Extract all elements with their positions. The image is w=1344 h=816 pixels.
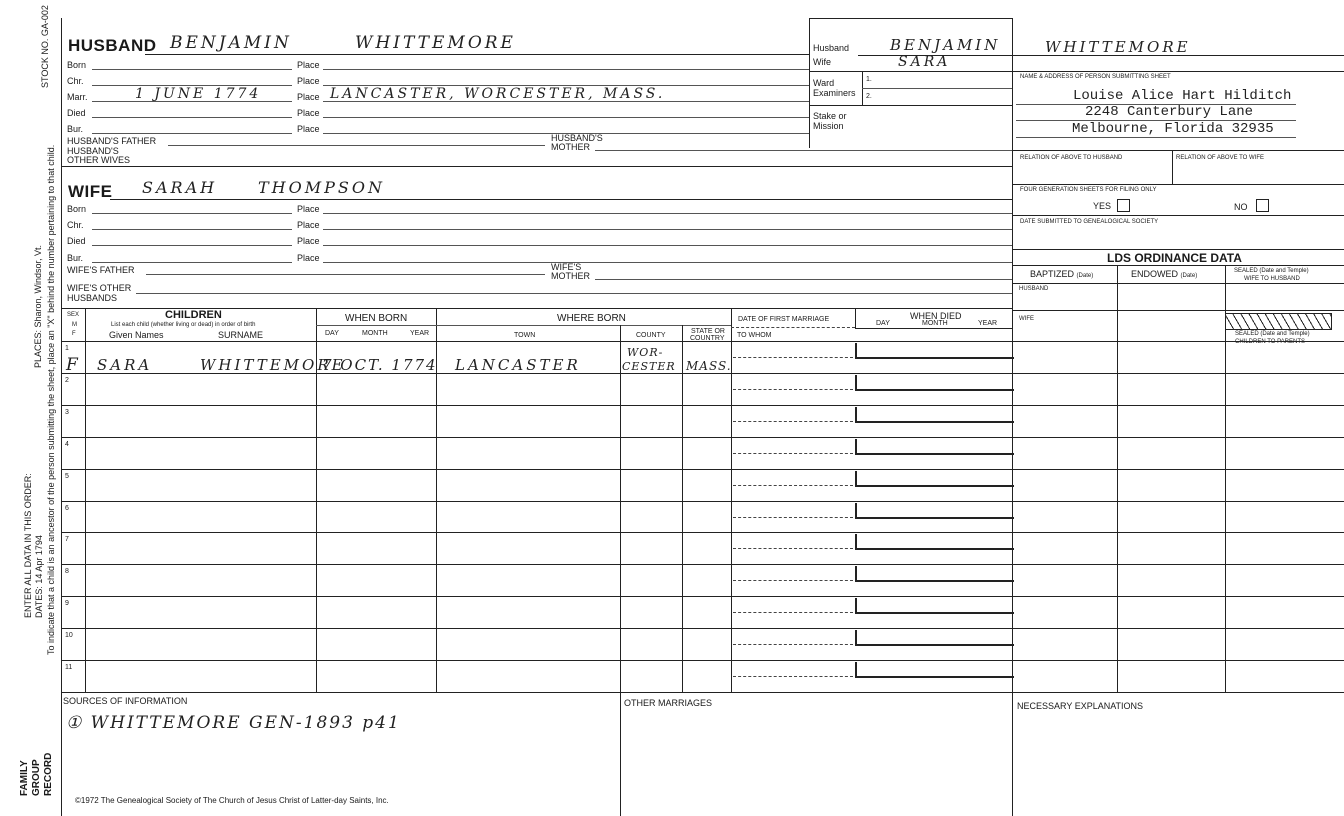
wife-chr-label: Chr. <box>67 220 84 230</box>
wife-father-label: WIFE'S FATHER <box>67 265 135 275</box>
lds-wife-label: WIFE <box>1019 316 1034 322</box>
child-row-number: 8 <box>65 568 69 576</box>
given-names-label: Given Names <box>109 330 164 340</box>
other-marriages-label: OTHER MARRIAGES <box>624 698 713 708</box>
when-died-label: WHEN DIED <box>910 311 962 321</box>
wife-other-husbands-label: WIFE'S OTHER <box>67 283 132 293</box>
marriage-date-line <box>733 453 853 454</box>
when-died-box <box>855 534 1014 550</box>
group-label: GROUP <box>31 759 42 796</box>
marriage-date-line <box>733 389 853 390</box>
necessary-explanations-label: NECESSARY EXPLANATIONS <box>1017 701 1144 711</box>
ancestor-note: To indicate that a child is an ancestor of the person submitting the sheet, place an "X" behind the number pertaining to that child. <box>46 144 56 655</box>
husband-born-label: Born <box>67 60 87 70</box>
husband-marriage-place: LANCASTER, WORCESTER, MASS. <box>330 86 666 102</box>
husband-surname: WHITTEMORE <box>355 33 516 53</box>
marriage-date-line <box>733 644 853 645</box>
marriage-date-line <box>733 676 853 677</box>
when-died-box <box>855 598 1014 614</box>
baptized-label: BAPTIZED (Date) <box>1030 269 1094 279</box>
when-died-box <box>855 375 1014 391</box>
child-row-divider <box>61 532 1344 533</box>
sealed-children-parents-label: SEALED (Date and Temple) <box>1235 331 1310 337</box>
submitter-city: Melbourne, Florida 32935 <box>1072 121 1274 137</box>
wife-bur-label: Bur. <box>67 253 84 263</box>
copyright-text: ©1972 The Genealogical Society of The Church of Jesus Christ of Latter-day Saints, Inc. <box>75 796 389 805</box>
right-wife-label: Wife <box>813 57 831 67</box>
child-row-divider <box>61 628 1344 629</box>
child-1-surname: WHITTEMORE <box>200 356 346 374</box>
list-note: List each child (whether living or dead) in order of birth <box>111 322 256 328</box>
wife-born-label: Born <box>67 204 87 214</box>
husband-chr-label: Chr. <box>67 76 84 86</box>
child-row-divider <box>61 501 1344 502</box>
relation-husband-label: RELATION OF ABOVE TO HUSBAND <box>1020 155 1123 161</box>
child-row-number: 11 <box>65 664 73 671</box>
child-1-state: MASS. <box>686 359 732 373</box>
yes-label: YES <box>1093 201 1112 211</box>
when-died-box <box>855 471 1014 487</box>
children-heading: CHILDREN <box>165 309 222 321</box>
child-row-divider <box>61 660 1344 661</box>
where-born-label: WHERE BORN <box>557 313 626 324</box>
sex-label: SEX <box>67 312 80 318</box>
wife-surname: THOMPSON <box>258 178 385 197</box>
when-died-box <box>855 439 1014 455</box>
husband-given-name: BENJAMIN <box>170 33 292 53</box>
wife-mother-label: WIFE'S <box>551 262 582 272</box>
to-whom-label: TO WHOM <box>737 332 772 339</box>
child-row-number: 2 <box>65 376 69 384</box>
wife-heading: WIFE <box>68 182 113 201</box>
submitter-street: 2248 Canterbury Lane <box>1085 104 1254 120</box>
record-label: RECORD <box>43 752 54 796</box>
child-1-sex: F <box>66 355 81 375</box>
child-row-number: 9 <box>65 600 69 608</box>
child-row-divider <box>61 469 1344 470</box>
child-row-number: 6 <box>65 504 69 512</box>
right-husband-given: BENJAMIN <box>890 36 1001 54</box>
marriage-date-line <box>733 580 853 581</box>
child-row-divider <box>61 405 1344 406</box>
right-husband-label: Husband <box>813 43 850 53</box>
child-row-number: 4 <box>65 440 69 448</box>
places-instruction: PLACES: Sharon, Windsor, Vt. <box>33 244 43 368</box>
wife-died-label: Died <box>67 236 86 246</box>
marriage-date-line <box>733 517 853 518</box>
husband-father-label: HUSBAND'S FATHER <box>67 136 157 146</box>
examiners-label: Examiners <box>813 88 856 98</box>
child-row-number: 10 <box>65 632 73 640</box>
child-row-number: 7 <box>65 536 69 544</box>
left-border <box>61 18 62 816</box>
no-checkbox[interactable] <box>1256 199 1269 212</box>
relation-wife-label: RELATION OF ABOVE TO WIFE <box>1176 155 1265 161</box>
when-born-label: WHEN BORN <box>345 313 408 324</box>
child-row-divider <box>61 437 1344 438</box>
wife-given-name: SARAH <box>142 178 218 197</box>
when-died-box <box>855 343 1014 359</box>
right-wife-name: SARA <box>898 54 951 70</box>
when-died-box <box>855 566 1014 582</box>
hatched-box <box>1225 313 1332 330</box>
child-row-number: 1 <box>65 345 69 352</box>
child-1-given: SARA <box>97 356 153 374</box>
yes-checkbox[interactable] <box>1117 199 1130 212</box>
husband-other-wives-label: HUSBAND'S <box>67 146 119 156</box>
endowed-label: ENDOWED (Date) <box>1131 269 1198 279</box>
first-marriage-label: DATE OF FIRST MARRIAGE <box>738 316 830 323</box>
when-died-box <box>855 503 1014 519</box>
date-submitted-label: DATE SUBMITTED TO GENEALOGICAL SOCIETY <box>1020 219 1159 225</box>
stake-label: Stake or <box>813 111 847 121</box>
no-label: NO <box>1234 202 1248 212</box>
child-row-number: 5 <box>65 472 69 480</box>
husband-marr-label: Marr. <box>67 92 88 102</box>
enter-instruction: ENTER ALL DATA IN THIS ORDER: <box>23 473 33 618</box>
child-1-born: 7 OCT. 1774 <box>322 356 438 374</box>
husband-marriage-date: 1 JUNE 1774 <box>135 86 262 102</box>
child-row-number: 3 <box>65 408 69 416</box>
surname-label: SURNAME <box>218 330 264 340</box>
husband-heading: HUSBAND <box>68 36 157 55</box>
child-1-town: LANCASTER <box>455 356 581 374</box>
when-died-box <box>855 407 1014 423</box>
when-died-box <box>855 662 1014 678</box>
marriage-date-line <box>733 612 853 613</box>
lds-husband-label: HUSBAND <box>1019 286 1049 292</box>
stock-number: STOCK NO. GA-002 <box>40 5 50 88</box>
ward-label: Ward <box>813 78 835 88</box>
four-generation-label: FOUR GENERATION SHEETS FOR FILING ONLY <box>1020 187 1157 193</box>
family-label: FAMILY <box>19 760 30 796</box>
child-row-divider <box>61 564 1344 565</box>
when-died-box <box>855 630 1014 646</box>
child-1-county-line1: WOR- <box>627 346 664 359</box>
sources-label: SOURCES OF INFORMATION <box>63 696 188 706</box>
submitter-heading: NAME & ADDRESS OF PERSON SUBMITTING SHEET <box>1020 74 1171 80</box>
marriage-date-line <box>733 421 853 422</box>
child-row-divider <box>61 596 1344 597</box>
husband-mother-label: HUSBAND'S <box>551 133 603 143</box>
submitter-name: Louise Alice Hart Hilditch <box>1073 88 1292 104</box>
source-entry-1: ① WHITTEMORE GEN-1893 p41 <box>66 713 401 733</box>
husband-died-label: Died <box>67 108 86 118</box>
top-divider <box>809 18 810 148</box>
marriage-date-line <box>733 485 853 486</box>
lds-heading: LDS ORDINANCE DATA <box>1107 251 1242 265</box>
child-1-county-line2: CESTER <box>622 360 676 373</box>
dates-instruction: DATES: 14 Apr 1794 <box>34 535 44 618</box>
sealed-wife-husband-label: SEALED (Date and Temple) <box>1234 268 1309 274</box>
husband-bur-label: Bur. <box>67 124 84 134</box>
marriage-date-line <box>733 357 853 358</box>
right-husband-surname: WHITTEMORE <box>1045 38 1191 56</box>
marriage-date-line <box>733 548 853 549</box>
